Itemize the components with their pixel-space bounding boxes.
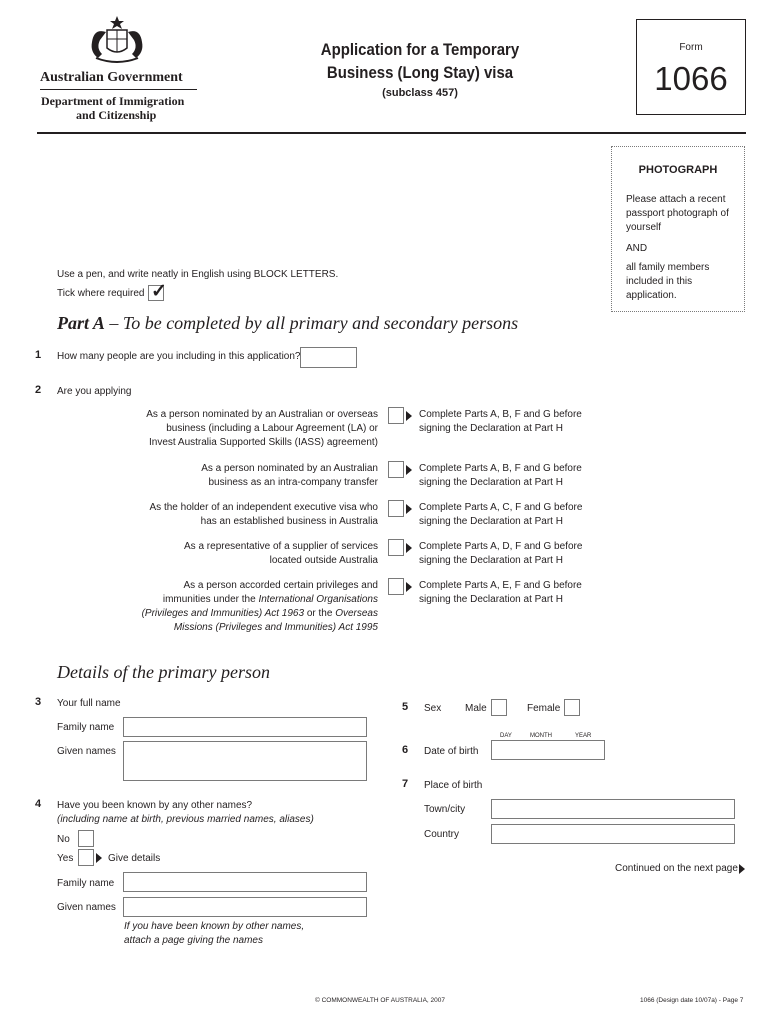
coat-of-arms-icon bbox=[82, 14, 152, 66]
tick-icon: ✓ bbox=[151, 281, 167, 302]
form-title-line1: Application for a Temporary bbox=[320, 40, 520, 59]
q3-text: Your full name bbox=[57, 698, 121, 709]
q2-option-5-line bbox=[100, 593, 378, 607]
q5-text: Sex bbox=[424, 703, 442, 714]
form-label: Form bbox=[679, 42, 703, 53]
q1-text: How many people are you including in this application? bbox=[57, 351, 301, 362]
q2-option-4-line: located outside Australia bbox=[269, 555, 378, 566]
gov-name: Australian Government bbox=[40, 70, 183, 85]
photograph-heading: PHOTOGRAPH bbox=[638, 164, 718, 176]
q2-option-2-action-line: Complete Parts A, B, F and G before bbox=[419, 463, 582, 474]
q4-given-label: Given names bbox=[57, 902, 116, 913]
q2-option-5-part: or the bbox=[304, 608, 336, 619]
q2-option-3-action-line: Complete Parts A, C, F and G before bbox=[419, 502, 583, 513]
details-heading: Details of the primary person bbox=[57, 662, 270, 682]
part-a-label: Part A bbox=[57, 313, 105, 333]
q7-town-label: Town/city bbox=[424, 804, 466, 815]
q2-option-2-line: As a person nominated by an Australian bbox=[201, 463, 378, 474]
q5-male-checkbox[interactable] bbox=[491, 699, 507, 716]
q2-option-3-line: As the holder of an independent executive visa who bbox=[149, 502, 378, 513]
q2-option-5-italic: Overseas bbox=[335, 608, 378, 619]
q2-option-5-line bbox=[100, 607, 378, 621]
q2-number: 2 bbox=[35, 384, 42, 396]
q5-number: 5 bbox=[402, 701, 409, 713]
arrow-right-icon bbox=[739, 864, 745, 874]
q4-text: Have you been known by any other names? bbox=[57, 800, 253, 811]
town-city-input[interactable] bbox=[491, 799, 735, 819]
q2-option-5-italic: (Privileges and Immunities) Act 1963 bbox=[141, 608, 305, 619]
q2-option-1-line: Invest Australia Supported Skills (IASS) agreement) bbox=[149, 437, 378, 448]
q2-option-1-line: As a person nominated by an Australian or overseas bbox=[146, 409, 378, 420]
q4-given-names-input[interactable] bbox=[123, 897, 367, 917]
q2-option-1-action bbox=[419, 408, 582, 436]
header-rule bbox=[40, 89, 197, 90]
dob-year-label: YEAR bbox=[575, 733, 592, 739]
instructions-text: Use a pen, and write neatly in English using BLOCK LETTERS. bbox=[57, 269, 339, 280]
q4-note-line: attach a page giving the names bbox=[124, 935, 263, 946]
part-a-subtitle: – To be completed by all primary and secondary persons bbox=[104, 313, 519, 333]
q2-option-5-line: As a person accorded certain privileges and bbox=[183, 580, 378, 591]
q4-note-line: If you have been known by other names, bbox=[124, 921, 305, 932]
dob-day-label: DAY bbox=[500, 733, 512, 739]
q4-subtext: (including name at birth, previous married names, aliases) bbox=[57, 814, 314, 825]
q3-number: 3 bbox=[35, 696, 42, 708]
form-title-line2: Business (Long Stay) visa bbox=[326, 63, 514, 82]
country-input[interactable] bbox=[491, 824, 735, 844]
dob-month-label: MONTH bbox=[530, 733, 552, 739]
q2-option-1-action-line: signing the Declaration at Part H bbox=[419, 423, 563, 434]
form-number-box bbox=[636, 19, 746, 115]
part-a-heading bbox=[57, 313, 518, 334]
arrow-right-icon bbox=[406, 504, 412, 514]
tick-example-box bbox=[148, 281, 167, 302]
arrow-right-icon bbox=[96, 853, 102, 863]
q2-option-1-action-line: Complete Parts A, B, F and G before bbox=[419, 409, 582, 420]
continued-text: Continued on the next page bbox=[615, 863, 738, 874]
q2-option-5-action-line: signing the Declaration at Part H bbox=[419, 594, 563, 605]
q2-option-1-line: business (including a Labour Agreement (LA) or bbox=[166, 423, 378, 434]
q2-option-4-text bbox=[120, 540, 378, 568]
q4-no-checkbox[interactable] bbox=[78, 830, 94, 847]
q7-text: Place of birth bbox=[424, 780, 483, 791]
q4-yes-label: Yes bbox=[57, 853, 74, 864]
q2-option-5-action bbox=[419, 579, 582, 607]
q2-option-4-action-line: Complete Parts A, D, F and G before bbox=[419, 541, 583, 552]
dept-line2: and Citizenship bbox=[76, 108, 157, 122]
q6-number: 6 bbox=[402, 744, 409, 756]
form-number: 1066 bbox=[654, 60, 728, 97]
q2-option-3-checkbox[interactable] bbox=[388, 500, 404, 517]
q2-option-5-italic: Missions (Privileges and Immunities) Act 1995 bbox=[173, 622, 378, 633]
q5-female-checkbox[interactable] bbox=[564, 699, 580, 716]
q2-option-3-action bbox=[419, 501, 582, 529]
q4-yes-checkbox[interactable] bbox=[78, 849, 94, 866]
q6-text: Date of birth bbox=[424, 746, 479, 757]
arrow-right-icon bbox=[406, 465, 412, 475]
q2-option-5-italic: International Organisations bbox=[258, 594, 378, 605]
photograph-box bbox=[611, 146, 745, 312]
q2-option-5-text bbox=[100, 579, 378, 635]
q3-family-label: Family name bbox=[57, 722, 115, 733]
q7-country-label: Country bbox=[424, 829, 460, 840]
q3-given-label: Given names bbox=[57, 746, 116, 757]
q2-option-1-checkbox[interactable] bbox=[388, 407, 404, 424]
q2-option-2-line: business as an intra-company transfer bbox=[208, 477, 378, 488]
q2-option-2-action-line: signing the Declaration at Part H bbox=[419, 477, 563, 488]
arrow-right-icon bbox=[406, 411, 412, 421]
q2-option-2-text bbox=[120, 462, 378, 490]
q2-option-2-action bbox=[419, 462, 582, 490]
arrow-right-icon bbox=[406, 582, 412, 592]
q2-option-3-text bbox=[120, 501, 378, 529]
photo-text1: Please attach a recent passport photograph of yourself bbox=[626, 194, 729, 233]
tick-instruction: Tick where required bbox=[57, 288, 145, 299]
q2-option-3-action-line: signing the Declaration at Part H bbox=[419, 516, 563, 527]
q4-give-details: Give details bbox=[108, 853, 161, 864]
q4-note bbox=[124, 920, 304, 948]
date-of-birth-input[interactable] bbox=[491, 740, 605, 760]
q2-text: Are you applying bbox=[57, 386, 132, 397]
footer-page: 1066 (Design date 10/07a) - Page 7 bbox=[640, 997, 744, 1004]
q3-family-name-input[interactable] bbox=[123, 717, 367, 737]
q2-option-4-action-line: signing the Declaration at Part H bbox=[419, 555, 563, 566]
q2-option-4-line: As a representative of a supplier of services bbox=[184, 541, 378, 552]
footer-copyright: © COMMONWEALTH OF AUSTRALIA, 2007 bbox=[315, 997, 445, 1004]
q5-female-label: Female bbox=[527, 703, 561, 714]
q4-number: 4 bbox=[35, 798, 42, 810]
q1-number: 1 bbox=[35, 349, 42, 361]
subclass: (subclass 457) bbox=[382, 87, 458, 99]
photo-text2: all family members included in this application. bbox=[626, 262, 710, 301]
q2-option-4-action bbox=[419, 540, 582, 568]
q7-number: 7 bbox=[402, 778, 409, 790]
q2-option-5-checkbox[interactable] bbox=[388, 578, 404, 595]
q2-option-4-checkbox[interactable] bbox=[388, 539, 404, 556]
header-divider bbox=[37, 132, 746, 134]
photo-and: AND bbox=[626, 243, 648, 254]
q2-option-1-text bbox=[120, 408, 378, 450]
q2-option-5-part: immunities under the bbox=[162, 594, 259, 605]
q2-option-3-line: has an established business in Australia bbox=[200, 516, 378, 527]
q2-option-5-action-line: Complete Parts A, E, F and G before bbox=[419, 580, 582, 591]
dept-line1: Department of Immigration bbox=[41, 94, 185, 108]
arrow-right-icon bbox=[406, 543, 412, 553]
q2-option-5-line bbox=[100, 621, 378, 635]
q2-option-2-checkbox[interactable] bbox=[388, 461, 404, 478]
q3-given-names-input[interactable] bbox=[123, 741, 367, 781]
q4-no-label: No bbox=[57, 834, 70, 845]
q4-family-label: Family name bbox=[57, 878, 115, 889]
q4-family-name-input[interactable] bbox=[123, 872, 367, 892]
q1-people-count-input[interactable] bbox=[300, 347, 357, 368]
q5-male-label: Male bbox=[465, 703, 487, 714]
